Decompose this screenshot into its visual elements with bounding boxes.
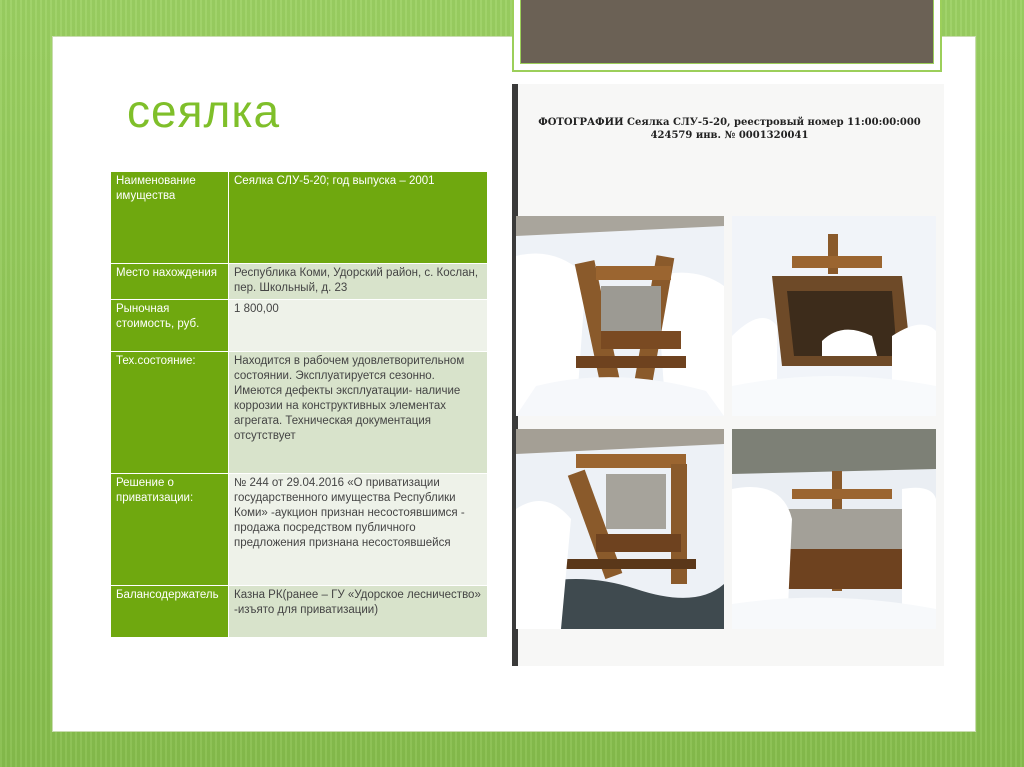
table-label: Балансодержатель: [111, 586, 229, 638]
table-row: [111, 172, 488, 264]
slide-title: сеялка: [127, 85, 281, 137]
table-label: Решение о приватизации:: [111, 474, 229, 586]
table-label: Место нахождения: [111, 264, 229, 300]
table-row: [111, 300, 488, 352]
seeder-photo-2: [732, 216, 936, 416]
seeder-photo-3: [516, 429, 724, 629]
table-label: Рыночная стоимость, руб.: [111, 300, 229, 352]
table-label: Наименование имущества: [111, 172, 229, 264]
table-row: [111, 586, 488, 638]
seeder-photo-4: [732, 429, 936, 629]
table-row: [111, 474, 488, 586]
property-table: [110, 171, 488, 638]
table-row: [111, 352, 488, 474]
scanned-document: [512, 84, 944, 666]
table-value: 1 800,00: [229, 300, 488, 352]
table-value: Республика Коми, Удорский район, с. Кослан, пер. Школьный, д. 23: [229, 264, 488, 300]
table-value: № 244 от 29.04.2016 «О приватизации государственного имущества Республики Коми» -аукцион признан несостоявшимся - продажа посредством публичного предложения признана несостоявшейся: [229, 474, 488, 586]
table-value: Находится в рабочем удовлетворительном состоянии. Эксплуатируется сезонно. Имеются дефекты эксплуатации- наличие коррозии на конструктивных элементах агрегата. Техническая документация отсутствует: [229, 352, 488, 474]
seeder-photo-1: [516, 216, 724, 416]
decorative-frame-fill: [520, 0, 934, 64]
document-caption: ФОТОГРАФИИ Сеялка СЛУ-5-20, реестровый номер 11:00:00:000 424579 инв. № 0001320041: [538, 117, 921, 141]
table-value: Сеялка СЛУ-5-20; год выпуска – 2001: [229, 172, 488, 264]
table-row: [111, 264, 488, 300]
decorative-frame: [512, 0, 942, 72]
table-value: Казна РК(ранее – ГУ «Удорское лесничество» -изъято для приватизации): [229, 586, 488, 638]
table-label: Тех.состояние:: [111, 352, 229, 474]
